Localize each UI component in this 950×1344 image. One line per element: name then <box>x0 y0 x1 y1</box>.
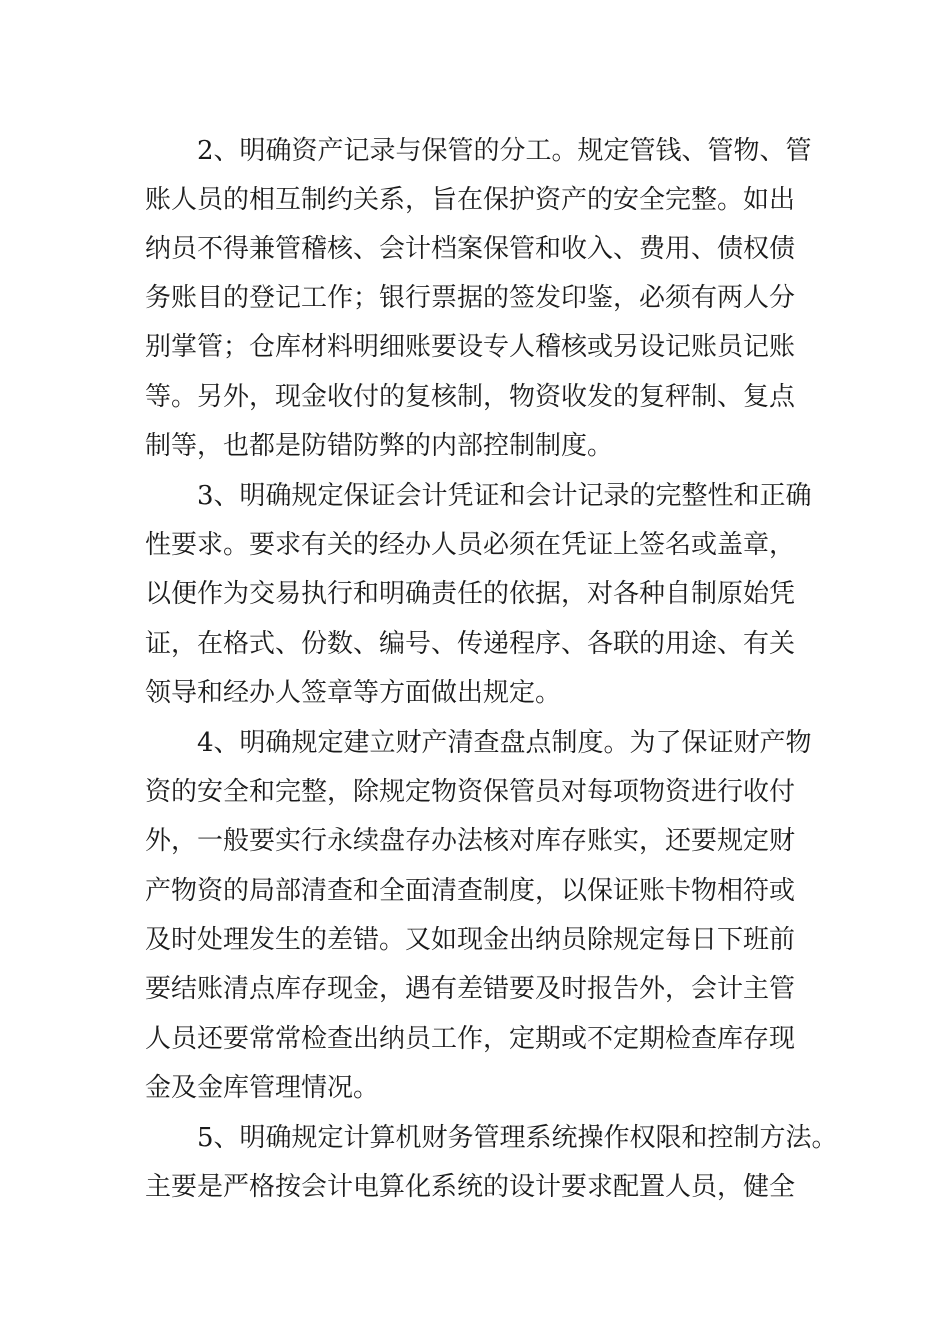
text-line: 外，一般要实行永续盘存办法核对库存账实，还要规定财 <box>145 826 796 856</box>
text-line: 制等，也都是防错防弊的内部控制制度。 <box>145 431 614 461</box>
text-line: 别掌管；仓库材料明细账要设专人稽核或另设记账员记账 <box>145 332 796 362</box>
text-line: 要结账清点库存现金，遇有差错要及时报告外，会计主管 <box>145 974 796 1004</box>
text-line: 以便作为交易执行和明确责任的依据，对各种自制原始凭 <box>145 579 796 609</box>
text-line: 等。另外，现金收付的复核制，物资收发的复秤制、复点 <box>145 382 796 412</box>
text-line: 纳员不得兼管稽核、会计档案保管和收入、费用、债权债 <box>145 234 796 264</box>
text-line: 金及金库管理情况。 <box>145 1073 380 1103</box>
text-line: 5、明确规定计算机财务管理系统操作权限和控制方法。 <box>197 1123 838 1153</box>
text-line: 主要是严格按会计电算化系统的设计要求配置人员，健全 <box>145 1172 796 1202</box>
text-line: 4、明确规定建立财产清查盘点制度。为了保证财产物 <box>197 728 812 758</box>
text-line: 产物资的局部清查和全面清查制度，以保证账卡物相符或 <box>145 876 796 906</box>
text-line: 账人员的相互制约关系，旨在保护资产的安全完整。如出 <box>145 185 796 215</box>
text-line: 务账目的登记工作；银行票据的签发印鉴，必须有两人分 <box>145 283 796 313</box>
text-line: 及时处理发生的差错。又如现金出纳员除规定每日下班前 <box>145 925 796 955</box>
text-line: 3、明确规定保证会计凭证和会计记录的完整性和正确 <box>197 481 812 511</box>
text-line: 领导和经办人签章等方面做出规定。 <box>145 678 562 708</box>
text-line: 资的安全和完整，除规定物资保管员对每项物资进行收付 <box>145 777 796 807</box>
text-line: 证，在格式、份数、编号、传递程序、各联的用途、有关 <box>145 629 796 659</box>
text-line: 2、明确资产记录与保管的分工。规定管钱、管物、管 <box>197 136 812 166</box>
text-line: 人员还要常常检查出纳员工作，定期或不定期检查库存现 <box>145 1024 796 1054</box>
text-line: 性要求。要求有关的经办人员必须在凭证上签名或盖章， <box>145 530 796 560</box>
